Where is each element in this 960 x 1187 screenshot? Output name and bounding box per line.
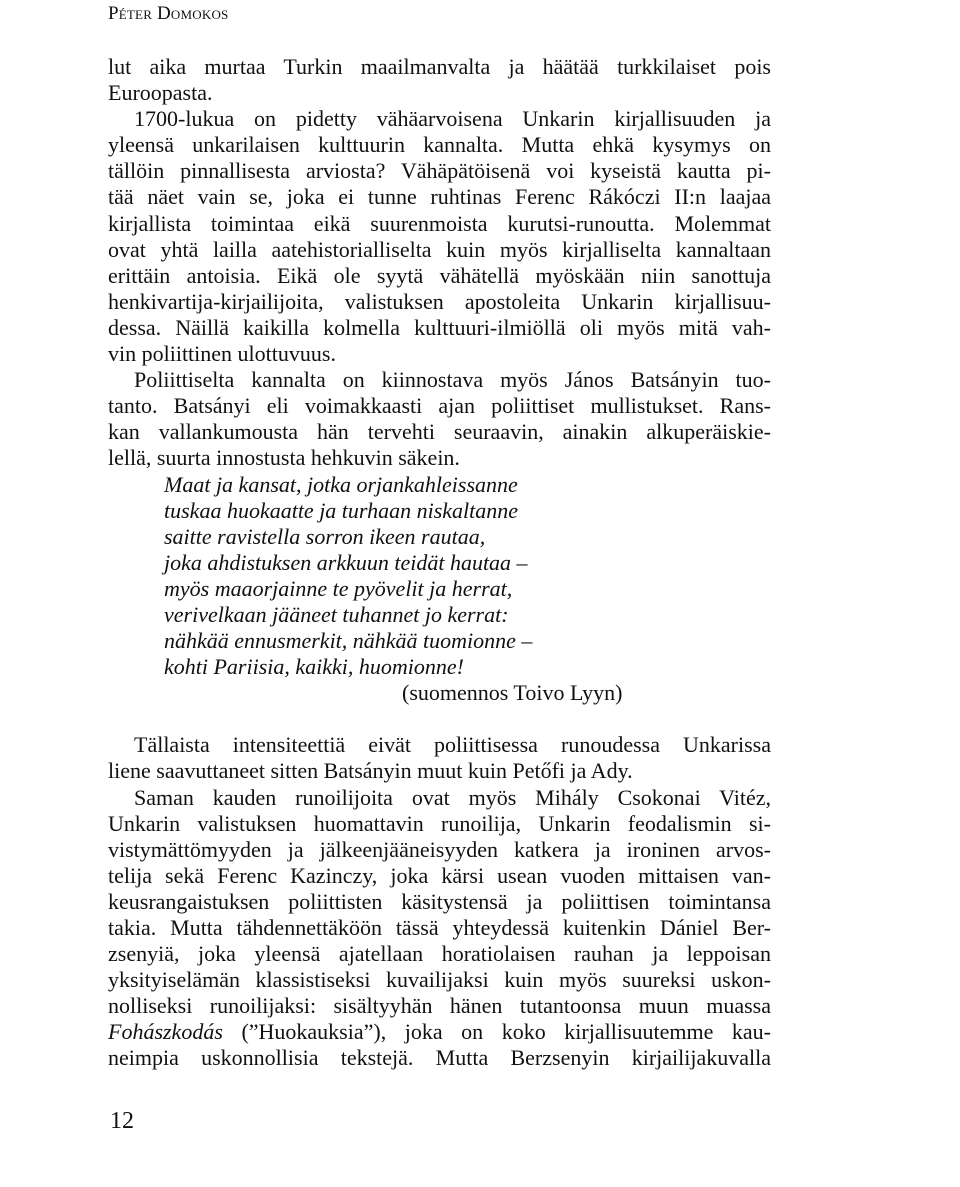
text-line-rest: (”Huokauksia”), joka on koko kirjallisuutemme kau- [222, 1019, 771, 1045]
text-line: Tällaista intensiteettiä eivät poliittisessa runoudessa Unkarissa [134, 732, 771, 758]
text-line: neimpia uskonnollisia tekstejä. Mutta Berzsenyin kirjailijakuvalla [108, 1045, 771, 1071]
poem-line: joka ahdistuksen arkkuun teidät hautaa – [164, 549, 528, 575]
text-line: yleensä unkarilaisen kulttuurin kannalta. Mutta ehkä kysymys on [108, 132, 771, 158]
translator-note: (suomennos Toivo Lyyn) [402, 680, 623, 706]
text-line: dessa. Näillä kaikilla kolmella kulttuuri-ilmiöllä oli myös mitä vah- [108, 314, 771, 340]
running-head: Péter Domokos [108, 3, 229, 24]
text-line: tää näet vain se, joka ei tunne ruhtinas Ferenc Rákóczi II:n laajaa [108, 184, 771, 210]
text-line: Saman kauden runoilijoita ovat myös Mihály Csokonai Vitéz, [134, 784, 771, 810]
poem-line: nähkää ennusmerkit, nähkää tuomionne – [164, 628, 533, 654]
text-line: lellä, suurta innostusta hehkuvin säkein. [108, 445, 460, 471]
poem-line: kohti Pariisia, kaikki, huomionne! [164, 654, 464, 680]
poem-line: verivelkaan jääneet tuhannet jo kerrat: [164, 601, 509, 627]
text-line: nolliseksi runoilijaksi: sisältyyhän hänen tutantoonsa muun muassa [108, 993, 771, 1019]
poem-line: saitte ravistella sorron ikeen rautaa, [164, 523, 486, 549]
text-line: telija sekä Ferenc Kazinczy, joka kärsi usean vuoden mittaisen van- [108, 862, 771, 888]
text-line: ovat yhtä lailla aatehistorialliselta kuin myös kirjalliselta kannaltaan [108, 236, 771, 262]
text-line: Poliittiselta kannalta on kiinnostava myös János Batsányin tuo- [134, 367, 771, 393]
work-title: Fohászkodás [108, 1019, 223, 1045]
blank-line [108, 706, 771, 732]
poem-line: Maat ja kansat, jotka orjankahleissanne [164, 471, 518, 497]
text-line: henkivartija-kirjailijoita, valistuksen apostoleita Unkarin kirjallisuu- [108, 288, 771, 314]
text-line: keusrangaistuksen poliittisten käsitystensä ja poliittisen toimintansa [108, 888, 771, 914]
text-line: Unkarin valistuksen huomattavin runoilija, Unkarin feodalismin si- [108, 810, 771, 836]
text-line: lut aika murtaa Turkin maailmanvalta ja häätää turkkilaiset pois [108, 54, 771, 79]
text-line: liene saavuttaneet sitten Batsányin muut kuin Petőfi ja Ady. [108, 758, 633, 784]
text-line: vistymättömyyden ja jälkeenjääneisyyden katkera ja ironinen arvos- [108, 836, 771, 862]
text-line: erittäin antoisia. Eikä ole syytä vähätellä myöskään niin sanottuja [108, 262, 771, 288]
page-number: 12 [110, 1108, 134, 1134]
text-line [108, 1019, 771, 1045]
text-line: 1700-lukua on pidetty vähäarvoisena Unkarin kirjallisuuden ja [134, 106, 771, 132]
text-line: kan vallankumousta hän tervehti seuraavin, ainakin alkuperäiskie- [108, 419, 771, 445]
text-line: tanto. Batsányi eli voimakkaasti ajan poliittiset mullistukset. Rans- [108, 393, 771, 419]
text-line: yksityiselämän klassistiseksi kuvailijaksi kuin myös suureksi uskon- [108, 967, 771, 993]
text-line: zsenyiä, joka yleensä ajatellaan horatiolaisen rauhan ja leppoisan [108, 941, 771, 967]
text-line: tällöin pinnallisesta arviosta? Vähäpätöisenä voi kyseistä kautta pi- [108, 158, 771, 184]
poem-line: myös maaorjainne te pyövelit ja herrat, [164, 575, 513, 601]
text-line: vin poliittinen ulottuvuus. [108, 341, 336, 367]
poem-line: tuskaa huokaatte ja turhaan niskaltanne [164, 497, 519, 523]
text-line: kirjallista toimintaa eikä suurenmoista kurutsi-runoutta. Molemmat [108, 210, 771, 236]
body-text [108, 54, 771, 1072]
text-line: Euroopasta. [108, 80, 213, 106]
text-line: takia. Mutta tähdennettäköön tässä yhteydessä kuitenkin Dániel Ber- [108, 915, 771, 940]
